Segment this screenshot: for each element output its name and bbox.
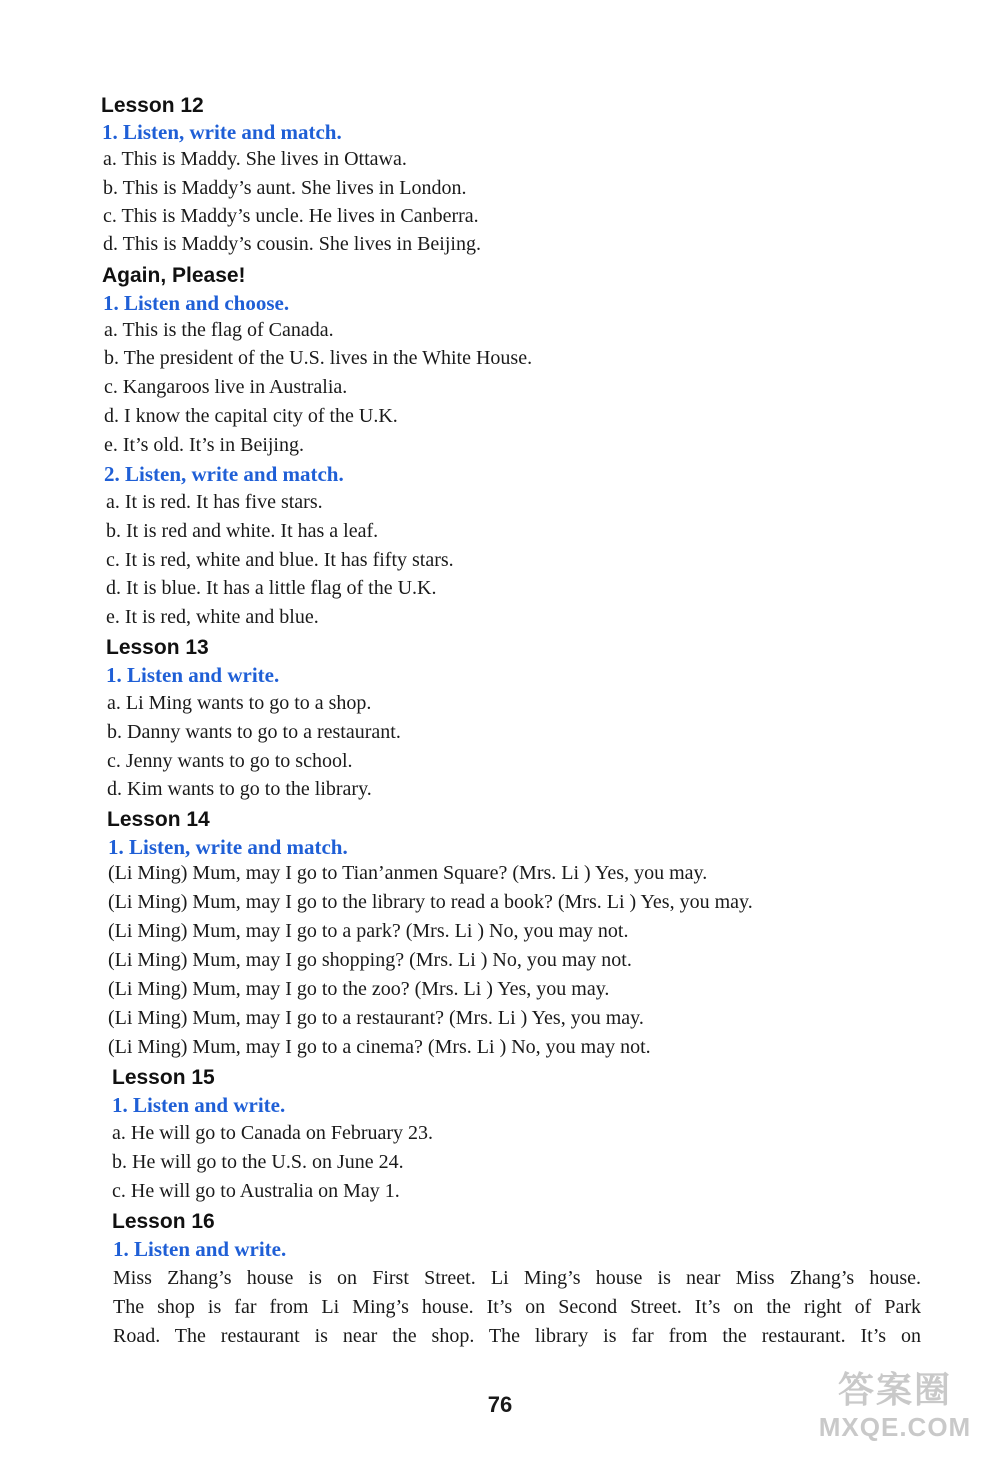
lesson-16-para-line-1: Miss Zhang’s house is on First Street. Li Ming’s house is near Miss Zhang’s house. [113, 1267, 921, 1289]
lesson-12-line-d: d. This is Maddy’s cousin. She lives in Beijing. [103, 233, 481, 255]
lesson-14-line-7: (Li Ming) Mum, may I go to a cinema? (Mrs. Li ) No, you may not. [108, 1036, 651, 1058]
again-task-2-title: 2. Listen, write and match. [104, 462, 344, 486]
lesson-15-line-b: b. He will go to the U.S. on June 24. [112, 1151, 404, 1173]
again-task-1-line-c: c. Kangaroos live in Australia. [104, 376, 348, 398]
again-task-1-title: 1. Listen and choose. [103, 291, 290, 315]
lesson-15-heading: Lesson 15 [112, 1066, 215, 1089]
lesson-14-line-5: (Li Ming) Mum, may I go to the zoo? (Mrs. Li ) Yes, you may. [108, 978, 610, 1000]
lesson-16-paragraph [113, 1264, 921, 1351]
again-task-1-line-e: e. It’s old. It’s in Beijing. [104, 434, 304, 456]
lesson-15-line-c: c. He will go to Australia on May 1. [112, 1180, 400, 1202]
lesson-14-task-1-title: 1. Listen, write and match. [108, 835, 348, 859]
again-task-2-line-a: a. It is red. It has five stars. [106, 491, 323, 513]
again-task-1-line-d: d. I know the capital city of the U.K. [104, 405, 398, 427]
lesson-13-task-1-title: 1. Listen and write. [106, 663, 280, 687]
lesson-15-line-a: a. He will go to Canada on February 23. [112, 1122, 434, 1144]
lesson-15-task-1-title: 1. Listen and write. [112, 1093, 286, 1117]
watermark-top-text: 答案圈 [837, 1369, 952, 1410]
page-number: 76 [487, 1392, 513, 1417]
again-task-2-line-e: e. It is red, white and blue. [106, 606, 319, 628]
again-task-1-line-b: b. The president of the U.S. lives in the White House. [104, 347, 533, 369]
lesson-13-line-c: c. Jenny wants to go to school. [107, 750, 353, 772]
lesson-16-para-line-2: The shop is far from Li Ming’s house. It’s on Second Street. It’s on the right of Park [113, 1296, 921, 1318]
lesson-14-line-3: (Li Ming) Mum, may I go to a park? (Mrs. Li ) No, you may not. [108, 920, 629, 942]
lesson-14-line-1: (Li Ming) Mum, may I go to Tian’anmen Square? (Mrs. Li ) Yes, you may. [108, 862, 708, 884]
lesson-14-line-4: (Li Ming) Mum, may I go shopping? (Mrs. Li ) No, you may not. [108, 949, 632, 971]
watermark [800, 1368, 990, 1453]
lesson-12-task-1-title: 1. Listen, write and match. [102, 120, 342, 144]
lesson-13-line-d: d. Kim wants to go to the library. [107, 778, 372, 800]
lesson-14-line-2: (Li Ming) Mum, may I go to the library to read a book? (Mrs. Li ) Yes, you may. [108, 891, 753, 913]
lesson-12-line-b: b. This is Maddy’s aunt. She lives in London. [103, 177, 467, 199]
again-please-heading: Again, Please! [102, 264, 246, 287]
lesson-12-heading: Lesson 12 [101, 94, 204, 117]
lesson-16-task-1-title: 1. Listen and write. [113, 1237, 287, 1261]
lesson-13-line-b: b. Danny wants to go to a restaurant. [107, 721, 401, 743]
lesson-12-line-c: c. This is Maddy’s uncle. He lives in Canberra. [103, 205, 479, 227]
lesson-13-line-a: a. Li Ming wants to go to a shop. [107, 692, 372, 714]
again-task-1-line-a: a. This is the flag of Canada. [104, 319, 334, 341]
lesson-12-line-a: a. This is Maddy. She lives in Ottawa. [103, 148, 407, 170]
lesson-14-heading: Lesson 14 [107, 808, 210, 831]
lesson-14-line-6: (Li Ming) Mum, may I go to a restaurant? (Mrs. Li ) Yes, you may. [108, 1007, 644, 1029]
lesson-13-heading: Lesson 13 [106, 636, 209, 659]
again-task-2-line-b: b. It is red and white. It has a leaf. [106, 520, 379, 542]
watermark-bottom-text: MXQE.COM [818, 1412, 972, 1442]
lesson-16-para-line-3: Road. The restaurant is near the shop. The library is far from the restaurant. It’s on [113, 1325, 921, 1347]
again-task-2-line-c: c. It is red, white and blue. It has fifty stars. [106, 549, 454, 571]
lesson-16-heading: Lesson 16 [112, 1210, 215, 1233]
again-task-2-line-d: d. It is blue. It has a little flag of the U.K. [106, 577, 437, 599]
